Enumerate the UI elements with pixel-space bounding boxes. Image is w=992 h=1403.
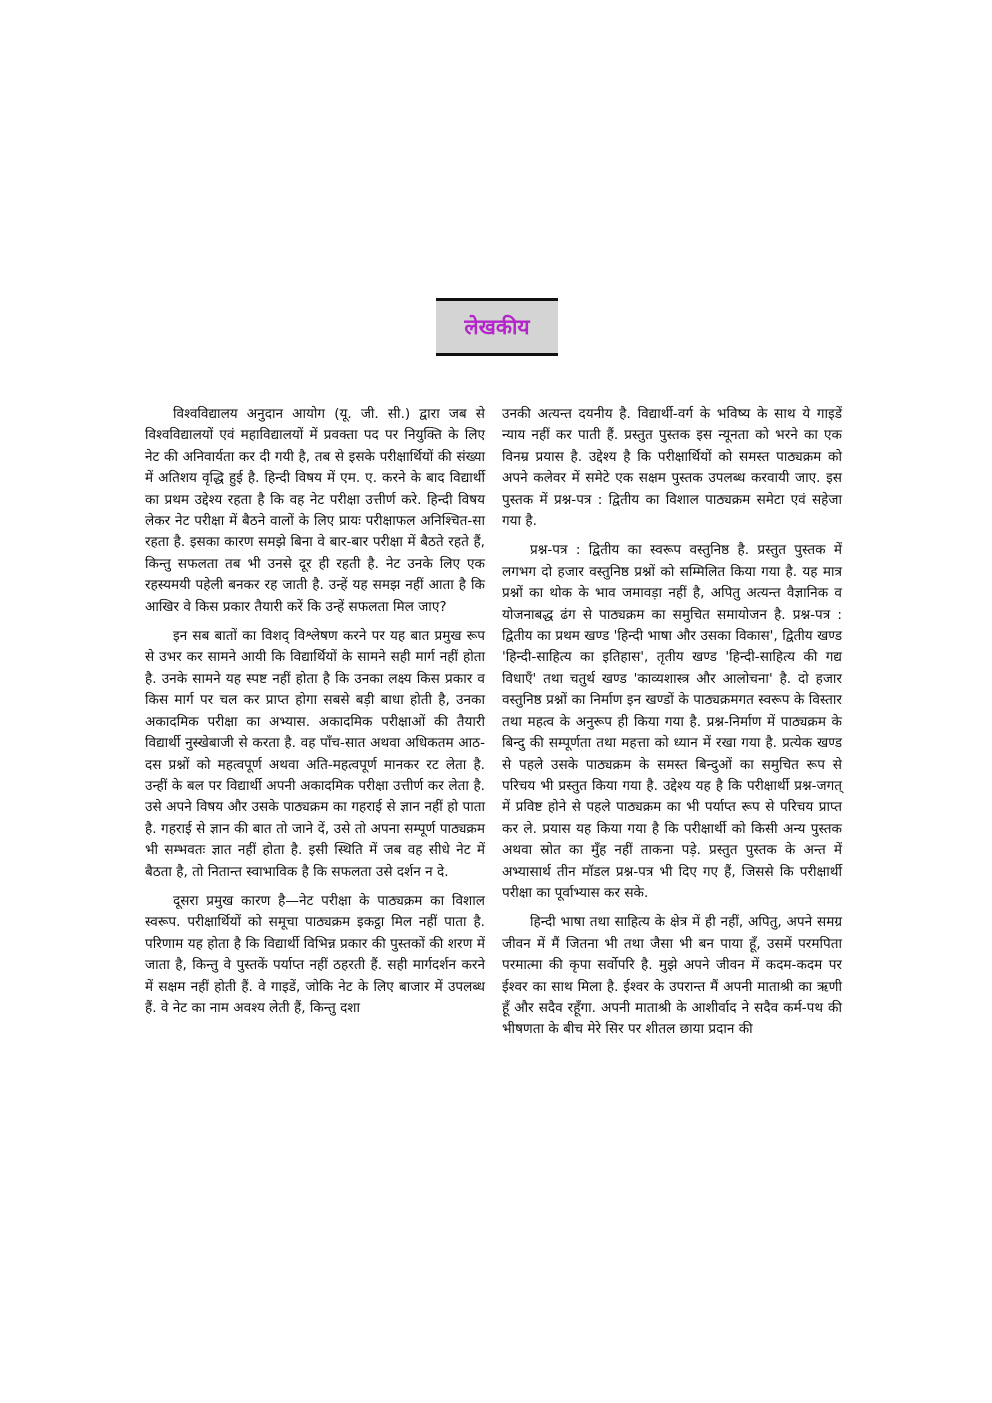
paragraph: इन सब बातों का विशद् विश्लेषण करने पर यह बात प्रमुख रूप से उभर कर सामने आयी कि विद्यार्थियों के सामने सही मार्ग नहीं होता है. उनके सामने यह स्पष्ट नहीं होता है कि उनका लक्ष्य किस प्रकार व किस मार्ग पर चल कर प्राप्त होगा सबसे बड़ी बाधा होती है, उनका अकादमिक परीक्षा का अभ्यास. अकादमिक परीक्षाओं की तैयारी विद्यार्थी नुस्खेबाजी से करता है. वह पाँच-सात अथवा अधिकतम आठ-दस प्रश्नों को महत्वपूर्ण अथवा अति-महत्वपूर्ण मानकर रट लेता है. उन्हीं के बल पर विद्यार्थी अपनी अकादमिक परीक्षा उत्तीर्ण कर लेता है. उसे अपने विषय और उसके पाठ्यक्रम का गहराई से ज्ञान नहीं हो पाता है. गहराई से ज्ञान की बात तो जाने दें, उसे तो अपना सम्पूर्ण पाठ्यक्रम भी सम्भवतः ज्ञात नहीं होता है. इसी स्थिति में जब वह सीधे नेट में बैठता है, तो नितान्त स्वाभाविक है कि सफलता उसे दर्शन न दे. xyxy=(145,628,485,880)
title-box xyxy=(436,298,558,356)
paragraph: दूसरा प्रमुख कारण है—नेट परीक्षा के पाठ्यक्रम का विशाल स्वरूप. परीक्षार्थियों को समूचा पाठ्यक्रम इकट्ठा मिल नहीं पाता है. परिणाम यह होता है कि विद्यार्थी विभिन्न प्रकार की पुस्तकों की शरण में जाता है, किन्तु वे पुस्तकें पर्याप्त नहीं ठहरती हैं. सही मार्गदर्शन करने में सक्षम नहीं होती हैं. वे गाइडें, जोकि नेट के लिए बाजार में उपलब्ध हैं. वे नेट का नाम अवश्य लेती हैं, किन्तु दशा xyxy=(145,892,485,1016)
page-title: लेखकीय xyxy=(464,315,530,339)
paragraph: प्रश्न-पत्र : द्वितीय का स्वरूप वस्तुनिष्ठ है. प्रस्तुत पुस्तक में लगभग दो हजार वस्तुनिष्ठ प्रश्नों को सम्मिलित किया गया है. यह मात्र प्रश्नों का थोक के भाव जमावड़ा नहीं है, अपितु अत्यन्त वैज्ञानिक व योजनाबद्ध ढंग से पाठ्यक्रम का समुचित समायोजन है. प्रश्न-पत्र : द्वितीय का प्रथम खण्ड 'हिन्दी भाषा और उसका विकास', द्वितीय खण्ड 'हिन्दी-साहित्य का इतिहास', तृतीय खण्ड 'हिन्दी-साहित्य की गद्य विधाएँ' तथा चतुर्थ खण्ड 'काव्यशास्त्र और आलोचना' है. दो हजार वस्तुनिष्ठ प्रश्नों का निर्माण इन खण्डों के पाठ्यक्रमगत स्वरूप के विस्तार तथा महत्व के अनुरूप ही किया गया है. प्रश्न-निर्माण में पाठ्यक्रम के बिन्दु की सम्पूर्णता तथा महत्ता को ध्यान में रखा गया है. प्रत्येक खण्ड से पहले उसके पाठ्यक्रम के समस्त बिन्दुओं का समुचित रूप से परिचय भी प्रस्तुत किया गया है. उद्देश्य यह है कि परीक्षार्थी प्रश्न-जगत् में प्रविष्ट होने से पहले पाठ्यक्रम का भी पर्याप्त रूप से परिचय प्राप्त कर ले. प्रयास यह किया गया है कि परीक्षार्थी को किसी अन्य पुस्तक अथवा स्रोत का मुँह नहीं ताकना पड़े. प्रस्तुत पुस्तक के अन्त में अभ्यासार्थ तीन मॉडल प्रश्न-पत्र भी दिए गए हैं, जिससे कि परीक्षार्थी परीक्षा का पूर्वाभ्यास कर सके. xyxy=(502,542,842,901)
paragraph: विश्वविद्यालय अनुदान आयोग (यू. जी. सी.) द्वारा जब से विश्वविद्यालयों एवं महाविद्यालयों में प्रवक्ता पद पर नियुक्ति के लिए नेट की अनिवार्यता कर दी गयी है, तब से इसके परीक्षार्थियों की संख्या में अतिशय वृद्धि हुई है. हिन्दी विषय में एम. ए. करने के बाद विद्यार्थी का प्रथम उद्देश्य रहता है कि वह नेट परीक्षा उत्तीर्ण करे. हिन्दी विषय लेकर नेट परीक्षा में बैठने वालों के लिए प्रायः परीक्षाफल अनिश्चित-सा रहता है. इसका कारण समझे बिना वे बार-बार परीक्षा में बैठते रहते हैं, किन्तु सफलता तब भी उनसे दूर ही रहती है. नेट उनके लिए एक रहस्यमयी पहेली बनकर रह जाती है. उन्हें यह समझ नहीं आता है कि आखिर वे किस प्रकार तैयारी करें कि उन्हें सफलता मिल जाए? xyxy=(145,406,485,615)
paragraph: हिन्दी भाषा तथा साहित्य के क्षेत्र में ही नहीं, अपितु, अपने समग्र जीवन में मैं जितना भी तथा जैसा भी बन पाया हूँ, उसमें परमपिता परमात्मा की कृपा सर्वोपरि है. मुझे अपने जीवन में कदम-कदम पर ईश्वर का साथ मिला है. ईश्वर के उपरान्त मैं अपनी माताश्री का ऋणी हूँ और सदैव रहूँगा. अपनी माताश्री के आशीर्वाद ने सदैव कर्म-पथ की भीषणता के बीच मेरे सिर पर शीतल छाया प्रदान की xyxy=(502,914,842,1038)
left-column xyxy=(145,404,485,1027)
paragraph-continued: उनकी अत्यन्त दयनीय है. विद्यार्थी-वर्ग के भविष्य के साथ ये गाइडें न्याय नहीं कर पाती हैं. प्रस्तुत पुस्तक इस न्यूनता को भरने का एक विनम्र प्रयास है. उद्देश्य है कि परीक्षार्थियों को समस्त पाठ्यक्रम को अपने कलेवर में समेटे एक सक्षम पुस्तक उपलब्ध करवायी जाए. इस पुस्तक में प्रश्न-पत्र : द्वितीय का विशाल पाठ्यक्रम समेटा एवं सहेजा गया है. xyxy=(502,406,842,530)
right-column xyxy=(502,404,842,1049)
